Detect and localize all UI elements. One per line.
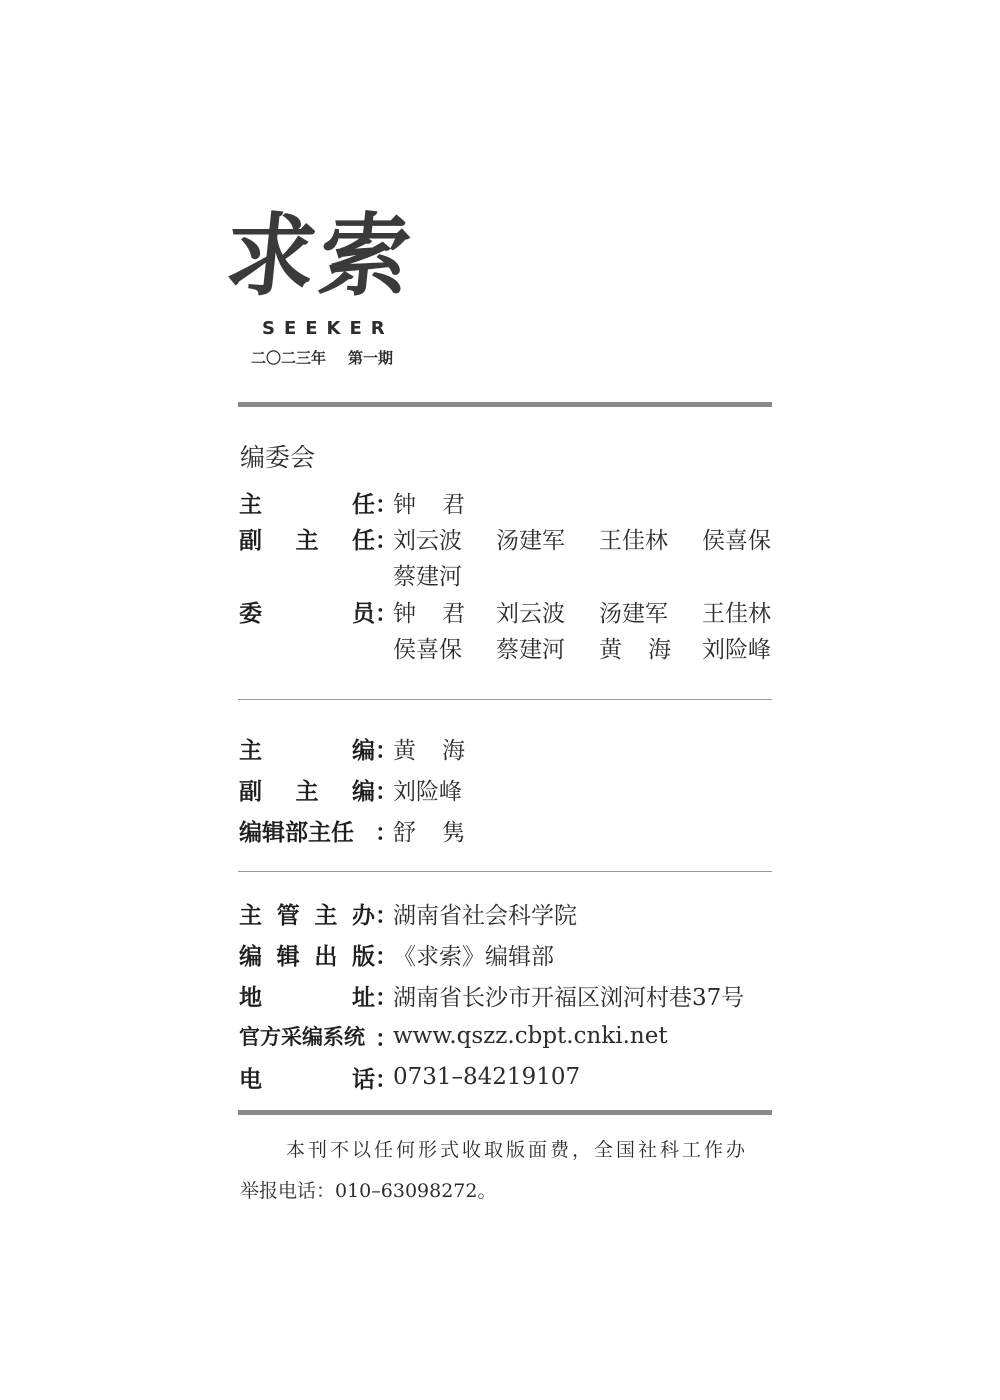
phone-label: 电 话 (239, 1066, 375, 1093)
row-members-cont (239, 630, 805, 664)
row-publisher: 编 辑 出 版 ： 《求索》编辑部 (239, 937, 554, 971)
name-item: 侯喜保 (393, 636, 462, 663)
name-item: 黄海 (599, 636, 697, 663)
issue-year: 二〇二三年 (251, 349, 327, 367)
phone-value: 0731–84219107 (393, 1064, 581, 1090)
address-value: 湖南省长沙市开福区浏河村巷37号 (393, 984, 745, 1011)
name-item: 汤建军 (599, 600, 668, 627)
name-item: 蔡建河 (496, 636, 565, 663)
top-divider (238, 402, 772, 407)
name-item: 刘险峰 (702, 636, 771, 663)
deputy-chief-editor-label: 副 主 编 (239, 778, 375, 805)
submission-system-label: 官方采编系统 (239, 1025, 365, 1049)
bottom-divider (238, 1110, 772, 1115)
row-deputy-director-cont (239, 557, 496, 591)
row-deputy-director: 副 主 任 ： 刘云波 汤建军 王佳林 侯喜保 (239, 521, 805, 555)
notice-line-1: 本刊不以任何形式收取版面费，全国社科工作办 (286, 1139, 749, 1161)
name-item: 刘云波 (393, 527, 462, 554)
members-label: 委 员 (239, 600, 375, 627)
fee-notice (240, 1130, 780, 1212)
member-names (393, 595, 805, 628)
row-director: 主 任 ： 钟君 (239, 485, 496, 519)
notice-line-2: 举报电话：010–63098272。 (240, 1180, 497, 1202)
name-item: 刘云波 (496, 600, 565, 627)
director-value: 钟君 (393, 491, 491, 518)
row-members: 委 员 ： 钟君 刘云波 汤建军 王佳林 (239, 594, 805, 628)
sponsor-label: 主 管 主 办 (239, 902, 375, 929)
issue-number: 第一期 (348, 349, 394, 367)
office-director-label: 编辑部主任 (239, 819, 354, 846)
editorial-board-title: 编委会 (240, 443, 316, 472)
row-office-director: 编辑部主任 ： 舒隽 (239, 813, 491, 847)
name-item: 王佳林 (702, 600, 771, 627)
divider-2 (238, 871, 772, 872)
sponsor-value: 湖南省社会科学院 (393, 902, 577, 929)
deputy-director-names (393, 522, 805, 555)
journal-logo: 求索 (220, 203, 420, 309)
row-submission-system: 官方采编系统 ： www.qszz.cbpt.cnki.net (239, 1023, 668, 1052)
name-item: 汤建军 (496, 527, 565, 554)
address-label: 地 址 (239, 984, 375, 1011)
publisher-value: 《求索》编辑部 (393, 943, 554, 970)
issue-info (251, 347, 393, 368)
row-chief-editor: 主 编 ： 黄海 (239, 731, 491, 765)
submission-system-link[interactable]: www.qszz.cbpt.cnki.net (393, 1023, 668, 1049)
director-label: 主 任 (239, 491, 375, 518)
row-phone: 电 话 ： 0731–84219107 (239, 1060, 580, 1094)
name-item: 蔡建河 (393, 563, 462, 590)
chief-editor-value: 黄海 (393, 737, 491, 764)
row-deputy-chief-editor: 副 主 编 ： 刘险峰 (239, 772, 462, 806)
name-item: 侯喜保 (702, 527, 771, 554)
row-address: 地 址 ： 湖南省长沙市开福区浏河村巷37号 (239, 978, 744, 1012)
name-item: 王佳林 (599, 527, 668, 554)
row-sponsor: 主 管 主 办 ： 湖南省社会科学院 (239, 896, 577, 930)
chief-editor-label: 主 编 (239, 737, 375, 764)
divider-1 (238, 699, 772, 700)
deputy-director-label: 副 主 任 (239, 527, 375, 554)
publisher-label: 编 辑 出 版 (239, 943, 375, 970)
office-director-value: 舒隽 (393, 819, 491, 846)
deputy-chief-editor-value: 刘险峰 (393, 778, 462, 805)
journal-english-title: SEEKER (262, 318, 394, 339)
name-item: 钟君 (393, 600, 491, 627)
